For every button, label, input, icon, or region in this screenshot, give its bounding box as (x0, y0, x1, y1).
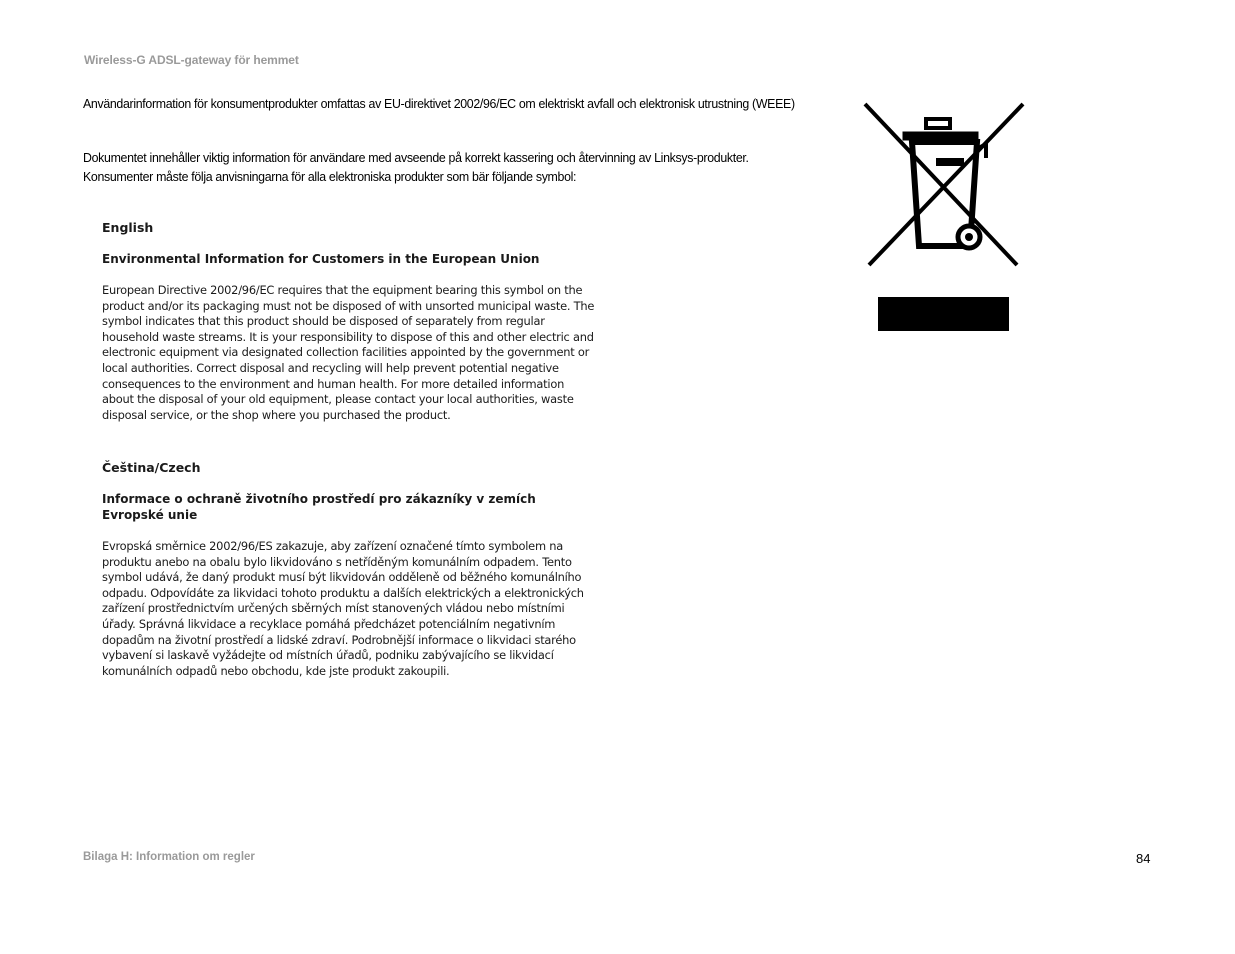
section-title-czech: Informace o ochraně životního prostředí pro zákazníky v zemích Evropské unie (102, 492, 536, 522)
section-title-english: Environmental Information for Customers in the European Union (102, 252, 540, 266)
running-header: Wireless-G ADSL-gateway för hemmet (84, 53, 299, 67)
intro-paragraph-disposal: Dokumentet innehåller viktig information för användare med avseende på korrekt kassering och återvinning av Linksys-produkter. Konsumenter måste följa anvisningarna för alla elektroniska produkter som bär följande symbol: (83, 150, 749, 184)
section-body-czech: Evropská směrnice 2002/96/ES zakazuje, aby zařízení označené tímto symbolem na produktu anebo na obalu bylo likvidováno s netříděným komunálním odpadem. Tento symbol udává, že daný produkt musí být likvidován odděleně od běžného komunálního odpadu. Odpovídáte za likvidaci tohoto produktu a dalších elektrických a elektronických zařízení prostřednictvím určených sběrných míst stanovených vládou nebo místními úřady. Správná likvidace a recyklace pomáhá předcházet potenciálním negativním dopadům na životní prostředí a lidské zdraví. Podrobnější informace o likvidaci starého vybavení si laskavě vyžádejte od místních úřadů, podniku zabývajícího se likvidací komunálních odpadů nebo obchodu, kde jste produkt zakoupili. (102, 539, 584, 678)
page-number: 84 (1136, 851, 1151, 866)
section-body-english: European Directive 2002/96/EC requires that the equipment bearing this symbol on the product and/or its packaging must not be disposed of with unsorted municipal waste. The symbol indicates that this product should be disposed of separately from regular household waste streams. It is your responsibility to dispose of this and other electric and electronic equipment via designated collection facilities appointed by the government or local authorities. Correct disposal and recycling will help prevent potential negative consequences to the environment and human health. For more detailed information about the disposal of your old equipment, please contact your local authorities, waste disposal service, or the shop where you purchased the product. (102, 283, 595, 422)
intro-paragraph-weee: Användarinformation för konsumentprodukter omfattas av EU-direktivet 2002/96/EC om elektriskt avfall och elektronisk utrustning (WEEE) (83, 96, 795, 111)
section-language-czech: Čeština/Czech (102, 460, 201, 475)
footer-section-title: Bilaga H: Information om regler (83, 851, 255, 863)
symbol-underline-bar (878, 297, 1009, 331)
crossed-out-wheelie-bin-icon (862, 100, 1026, 270)
section-language-english: English (102, 220, 154, 235)
